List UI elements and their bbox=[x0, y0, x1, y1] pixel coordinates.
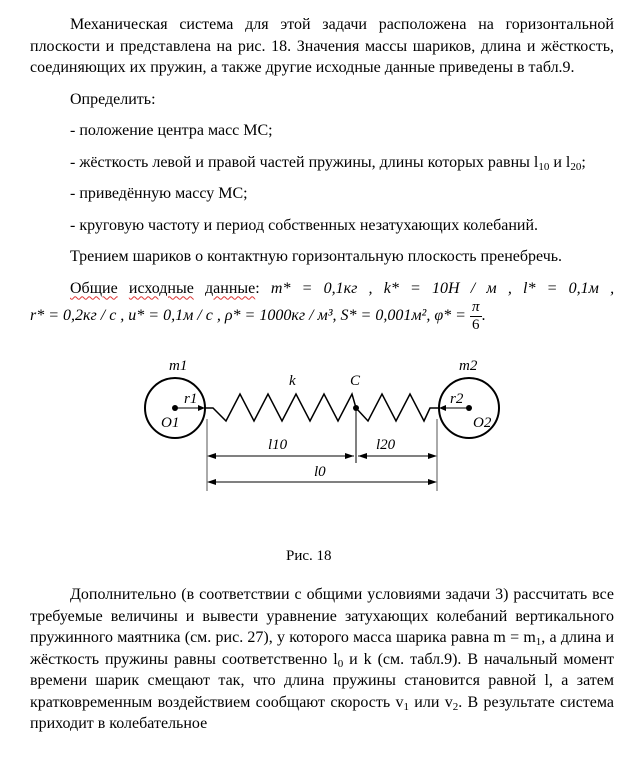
text: , а длина и жёсткость пружины равны соответственно l bbox=[30, 629, 615, 668]
label-r2: r2 bbox=[450, 391, 464, 407]
item-text: и l bbox=[549, 153, 571, 171]
item-text: - жёсткость левой и правой частей пружины, длины которых равны l bbox=[70, 153, 539, 171]
formula-length: l* = 0,1м , bbox=[523, 279, 615, 297]
task-item-frequency: - круговую частоту и период собственных незатухающих колебаний. bbox=[70, 216, 538, 234]
figure-18 bbox=[30, 334, 614, 584]
formula-stiffness: k* = 10H / м , bbox=[383, 279, 512, 297]
label-r1: r1 bbox=[184, 391, 198, 407]
subscript: 1 bbox=[403, 700, 409, 713]
text: или v bbox=[409, 693, 453, 711]
period: . bbox=[481, 307, 486, 325]
label-c: C bbox=[350, 373, 361, 389]
label-m1: m1 bbox=[169, 358, 188, 374]
formula-angle: φ* = bbox=[434, 307, 466, 325]
label-l10: l10 bbox=[268, 437, 288, 453]
subscript: 20 bbox=[570, 160, 582, 173]
general-data-line1 bbox=[30, 278, 614, 300]
task-item-stiffness bbox=[30, 152, 614, 174]
figure-caption: Рис. 18 bbox=[286, 548, 332, 564]
text: и k (см. табл.9). В начальный момент времени шарик смещают так, что длина пружины становится равной l, а затем кратковременным воздействием сообщают скорость v bbox=[30, 650, 615, 711]
subscript: 2 bbox=[452, 700, 459, 713]
colon: : bbox=[255, 279, 260, 297]
formula-area: S* = 0,001м², bbox=[340, 307, 431, 325]
task-item-reduced-mass: - приведённую массу МС; bbox=[70, 185, 248, 202]
spring-mass-diagram bbox=[0, 334, 638, 584]
subscript: 1 bbox=[535, 636, 542, 648]
subscript: 10 bbox=[538, 160, 550, 173]
general-data-line2 bbox=[30, 299, 614, 334]
label-o2: O2 bbox=[473, 415, 492, 431]
document-page bbox=[30, 14, 614, 735]
label-k: k bbox=[289, 373, 296, 389]
spring bbox=[205, 394, 439, 421]
text: Дополнительно (в соответствии с общими условиями задачи 3) рассчитать все требуемые величины и вывести уравнение затухающих колебаний вертикального пружинного маятника (см. рис. 27), у которого масса шарика равна m = m bbox=[30, 586, 614, 646]
label-o1: O1 bbox=[161, 415, 180, 431]
word: данные bbox=[205, 279, 256, 297]
text: . В результате система приходит в колебательное bbox=[30, 693, 615, 732]
word: Общие bbox=[70, 279, 118, 297]
item-text: ; bbox=[581, 153, 586, 171]
label-m2: m2 bbox=[459, 358, 478, 374]
determine-heading: Определить: bbox=[70, 90, 156, 108]
intro-paragraph: Механическая система для этой задачи расположена на горизонтальной плоскости и представлена на рис. 18. Значения массы шариков, длина и жёсткость, соединяющих их пружин, а также другие исходные данные приведены в табл.9. bbox=[30, 16, 614, 76]
formula-density: ρ* = 1000кг / м³, bbox=[224, 307, 337, 325]
task-item-center-of-mass: - положение центра масс МС; bbox=[70, 122, 273, 139]
additional-paragraph bbox=[30, 584, 614, 735]
friction-note: Трением шариков о контактную горизонтальную плоскость пренебречь. bbox=[70, 248, 563, 265]
formula-velocity: u* = 0,1м / с , bbox=[128, 307, 221, 325]
word: исходные bbox=[128, 279, 194, 297]
label-l0: l0 bbox=[314, 464, 326, 480]
formula-resistance: r* = 0,2кг / с , bbox=[30, 307, 125, 325]
denominator: 6 bbox=[471, 317, 480, 333]
label-l20: l20 bbox=[376, 437, 396, 453]
formula-mass: m* = 0,1кг , bbox=[270, 279, 373, 297]
fraction bbox=[470, 299, 482, 334]
numerator: π bbox=[471, 299, 480, 315]
subscript: 0 bbox=[337, 657, 344, 670]
